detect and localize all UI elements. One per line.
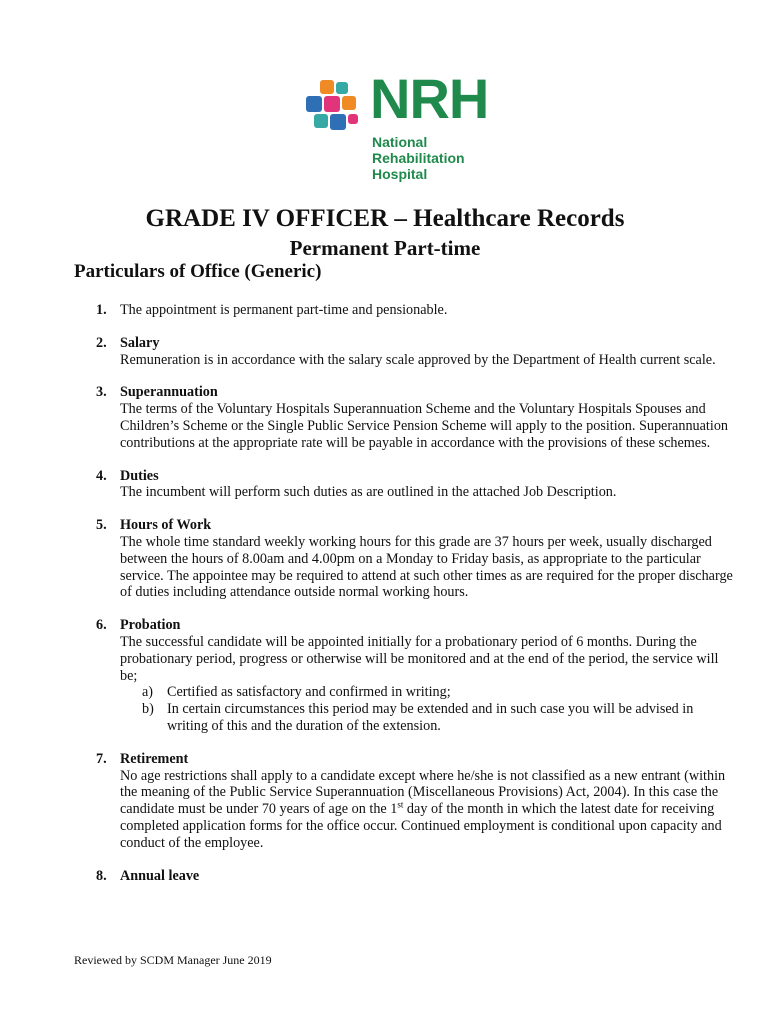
sub-list-item: a) Certified as satisfactory and confirmed in writing; — [142, 684, 451, 701]
particulars-list — [96, 302, 736, 900]
item-heading: Superannuation — [120, 384, 218, 401]
item-text: No age restrictions shall apply to a candidate except where he/she is not classified as a new entrant (within the meaning of the Public Service Superannuation (Miscellaneous Provisions) Act, 2004). In this case the candidate must be under 70 years of age on the 1st day of the month in which the latest date for receiving completed application forms for the office occur. Continued employment is conditional upon capacity and conduct of the employee. — [120, 767, 726, 851]
page-footer: Reviewed by SCDM Manager June 2019 — [74, 953, 272, 967]
list-item: 1. The appointment is permanent part-time and pensionable. — [96, 302, 736, 319]
item-text: The successful candidate will be appointed initially for a probationary period of 6 months. During the probationary period, progress or otherwise will be monitored and at the end of the period, the service will be; — [120, 633, 719, 684]
section-heading: Particulars of Office (Generic) — [74, 261, 322, 282]
item-heading: Annual leave — [120, 867, 200, 884]
item-heading: Salary — [120, 334, 160, 351]
item-text: The terms of the Voluntary Hospitals Superannuation Scheme and the Voluntary Hospitals Spouses and Children’s Scheme or the Single Public Service Pension Scheme will apply to the position. Superannuation contributions at the appropriate rate will be payable in accordance with the provisions of these schemes. — [120, 401, 729, 451]
list-item: 2. Salary Remuneration is in accordance with the salary scale approved by the Department of Health current scale. — [96, 335, 736, 369]
item-heading: Retirement — [120, 750, 189, 767]
logo-wordmark: NRH — [370, 67, 489, 130]
list-item: 7. Retirement No age restrictions shall apply to a candidate except where he/she is not classified as a new entrant (within the meaning of the Public Service Superannuation (Miscellaneous Provisions) Act, 2004). In this case the candidate must be under 70 years of age on the 1st day of the month in which the latest date for receiving completed application forms for the office occur. Continued employment is conditional upon capacity and conduct of the employee. — [96, 751, 736, 852]
item-heading: Duties — [120, 467, 159, 484]
item-heading: Hours of Work — [120, 517, 212, 534]
list-item: 4. Duties The incumbent will perform such duties as are outlined in the attached Job Description. — [96, 468, 736, 502]
item-text: The incumbent will perform such duties as are outlined in the attached Job Description. — [120, 484, 617, 501]
page-title: GRADE IV OFFICER – Healthcare Records — [145, 205, 625, 232]
logo-subtitle: National Rehabilitation Hospital — [372, 134, 465, 182]
item-heading: Probation — [120, 617, 181, 634]
sub-list-item: b) In certain circumstances this period may be extended and in such case you will be advised in writing of this and the duration of the extension. — [142, 701, 694, 734]
item-text: The whole time standard weekly working hours for this grade are 37 hours per week, usually discharged between the hours of 8.00am and 4.00pm on a Monday to Friday basis, as appropriate to the particular service. The appointee may be required to attend at such other times as are required for the proper discharge of duties including attendance outside normal working hours. — [120, 533, 733, 601]
nrh-logo — [306, 67, 506, 186]
logo-mark-icon — [306, 80, 362, 140]
list-item: 6. Probation The successful candidate will be appointed initially for a probationary period of 6 months. During the probationary period, progress or otherwise will be monitored and at the end of the period, the service will be; a) Certified as satisfactory and confirmed in writing; b) In certain circumstances this period may be extended and in such case you will be advised in writing of this and the duration of the extension. — [96, 617, 736, 735]
list-item: 3. Superannuation The terms of the Voluntary Hospitals Superannuation Scheme and the Voluntary Hospitals Spouses and Children’s Scheme or the Single Public Service Pension Scheme will apply to the position. Superannuation contributions at the appropriate rate will be payable in accordance with the provisions of these schemes. — [96, 384, 736, 451]
page-subtitle: Permanent Part-time — [289, 236, 481, 260]
item-text: Remuneration is in accordance with the salary scale approved by the Department of Health current scale. — [120, 351, 716, 368]
list-item: 8. Annual leave — [96, 868, 736, 885]
item-text: The appointment is permanent part-time and pensionable. — [120, 302, 448, 318]
list-item: 5. Hours of Work The whole time standard weekly working hours for this grade are 37 hours per week, usually discharged between the hours of 8.00am and 4.00pm on a Monday to Friday basis, as appropriate to the particular service. The appointee may be required to attend at such other times as are required for the proper discharge of duties including attendance outside normal working hours. — [96, 517, 736, 601]
sub-list — [120, 684, 736, 734]
